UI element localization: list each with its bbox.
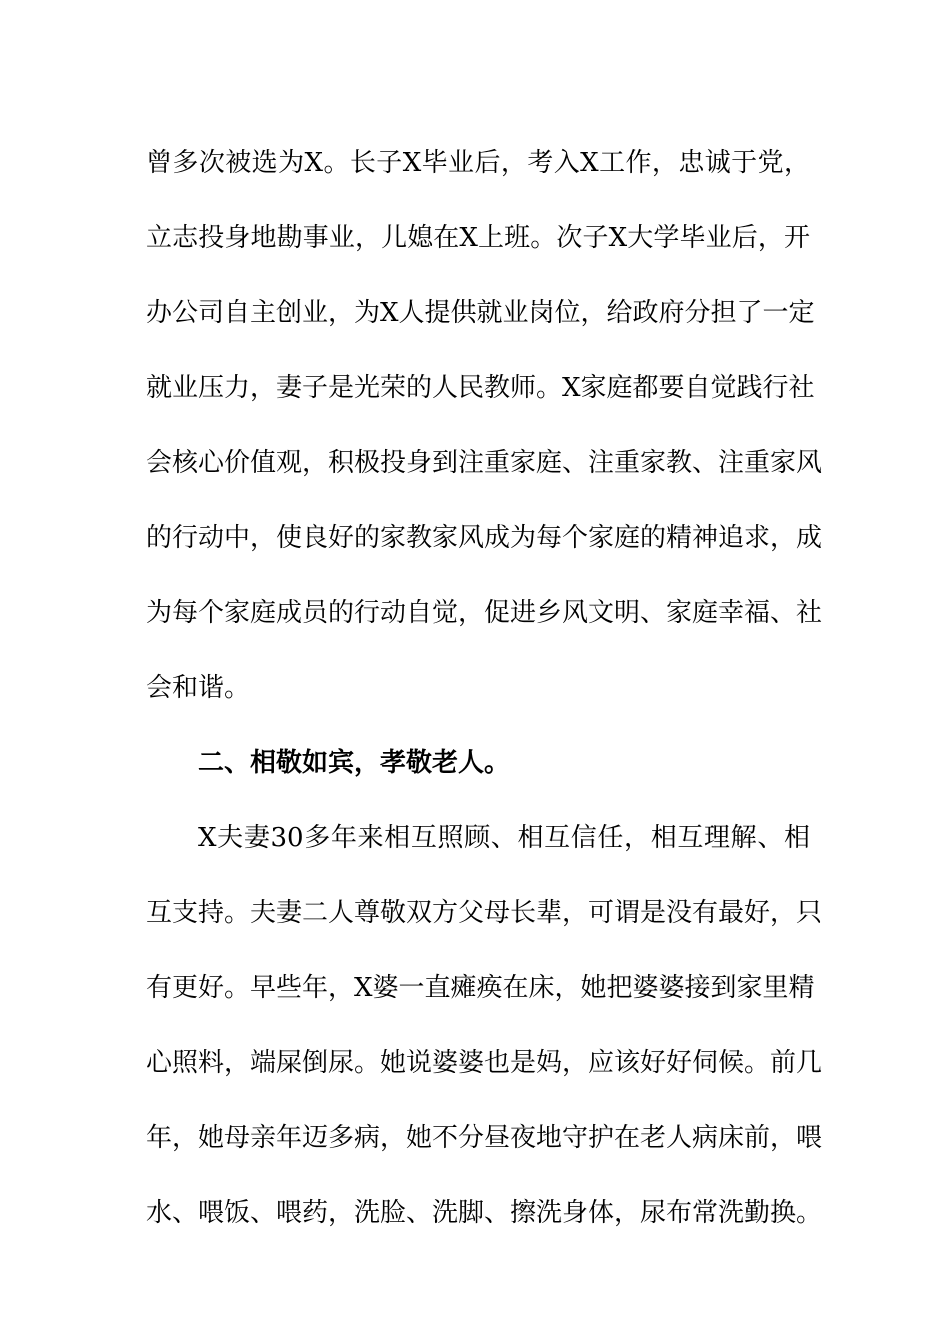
- paragraph-2-line-4: 心照料，端屎倒尿。她说婆婆也是妈，应该好好伺候。前几: [146, 1048, 823, 1078]
- paragraph-1-line-2: 立志投身地勘事业，儿媳在X上班。次子X大学毕业后，开: [146, 223, 810, 253]
- document-body: [146, 126, 823, 1251]
- paragraph-2-line-2: 互支持。夫妻二人尊敬双方父母长辈，可谓是没有最好，只: [146, 898, 823, 928]
- paragraph-1-line-8: 会和谐。: [146, 673, 251, 703]
- paragraph-2-line-1: X夫妻30多年来相互照顾、相互信任，相互理解、相: [198, 823, 810, 853]
- paragraph-2-line-6: 水、喂饭、喂药，洗脸、洗脚、擦洗身体，尿布常洗勤换。: [146, 1198, 823, 1228]
- paragraph-1-line-4: 就业压力，妻子是光荣的人民教师。X家庭都要自觉践行社: [146, 373, 815, 403]
- paragraph-1-line-3: 办公司自主创业，为X人提供就业岗位，给政府分担了一定: [146, 298, 815, 328]
- paragraph-1-line-1: 曾多次被选为X。长子X毕业后，考入X工作，忠诚于党，: [146, 148, 810, 178]
- paragraph-1-line-5: 会核心价值观，积极投身到注重家庭、注重家教、注重家风: [146, 448, 823, 478]
- paragraph-2-line-5: 年，她母亲年迈多病，她不分昼夜地守护在老人病床前，喂: [146, 1123, 823, 1153]
- paragraph-1-line-7: 为每个家庭成员的行动自觉，促进乡风文明、家庭幸福、社: [146, 598, 823, 628]
- paragraph-1-line-6: 的行动中，使良好的家教家风成为每个家庭的精神追求，成: [146, 523, 823, 553]
- section-heading: 二、相敬如宾，孝敬老人。: [198, 748, 511, 778]
- paragraph-2-line-3: 有更好。早些年，X婆一直瘫痪在床，她把婆婆接到家里精: [146, 973, 815, 1003]
